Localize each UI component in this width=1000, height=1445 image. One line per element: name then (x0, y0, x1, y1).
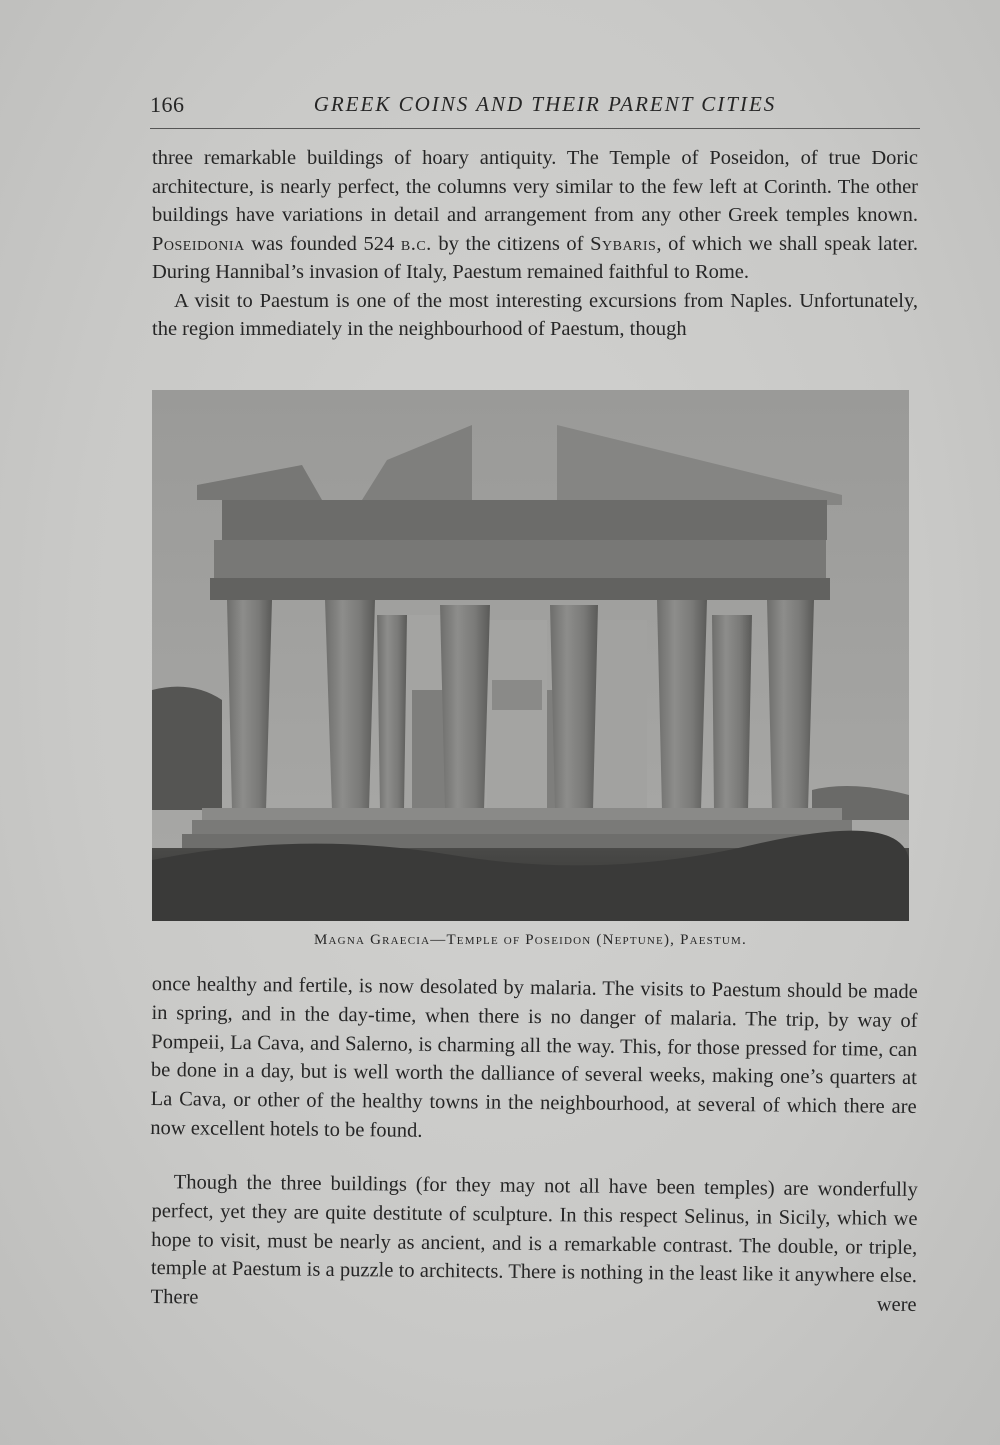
bc-smallcaps: b.c. (400, 232, 432, 255)
running-title: GREEK COINS AND THEIR PARENT CITIES (313, 92, 777, 116)
paragraph1-text-d: , of which we shall speak later. During Hannibal’s invasion of Italy, Paestum remained faithful to Rome. (152, 232, 919, 283)
poseidonia-smallcaps: Poseidonia (152, 232, 245, 255)
figure-caption: Magna Graecia—Temple of Poseidon (Neptune), Paestum. (314, 932, 747, 948)
page-header (150, 92, 920, 122)
page-number: 166 (150, 92, 185, 117)
sybaris-smallcaps: Sybaris (590, 232, 657, 255)
paragraph-three-buildings: Though the three buildings (for they may not all have been temples) are wonderfully perfect, yet they are quite destitute of sculpture. In this respect Selinus, in Sicily, which we hope to visit, must be nearly as ancient, and is a remarkable contrast. The double, or triple, temple at Paestum is a puzzle to architects. There is nothing in the least like it anywhere else. There were (150, 1171, 918, 1317)
header-rule (150, 128, 920, 129)
paragraph1-text-a: three remarkable buildings of hoary antiquity. The Temple of Poseidon, of true Doric architecture, is nearly perfect, the columns very similar to the few left at Corinth. The other buildings have variations in detail and arrangement from any other Greek temples known. (152, 147, 918, 226)
paragraph1-text-b: was founded 524 (244, 232, 401, 255)
paragraph-temple-description (152, 144, 918, 344)
temple-of-poseidon-image (152, 390, 909, 921)
paragraph1-text-c: by the citizens of (431, 232, 591, 255)
temple-photograph (152, 390, 909, 921)
paragraph2-text: A visit to Paestum is one of the most interesting excursions from Naples. Unfortunately, the region immediately in the neighbourhood of Paestum, though (152, 289, 918, 340)
paragraph-malaria: once healthy and fertile, is now desolated by malaria. The visits to Paestum should be made in spring, and in the day-time, when there is no danger of malaria. The trip, by way of Pompeii, La Cava, and Salerno, is charming all the way. This, for those pressed for time, can be done in a day, but is well worth the dalliance of several weeks, making one’s quarters at La Cava, or other of the healthy towns in the neighbourhood, at several of which there are now excellent hotels to be found. (150, 972, 918, 1142)
